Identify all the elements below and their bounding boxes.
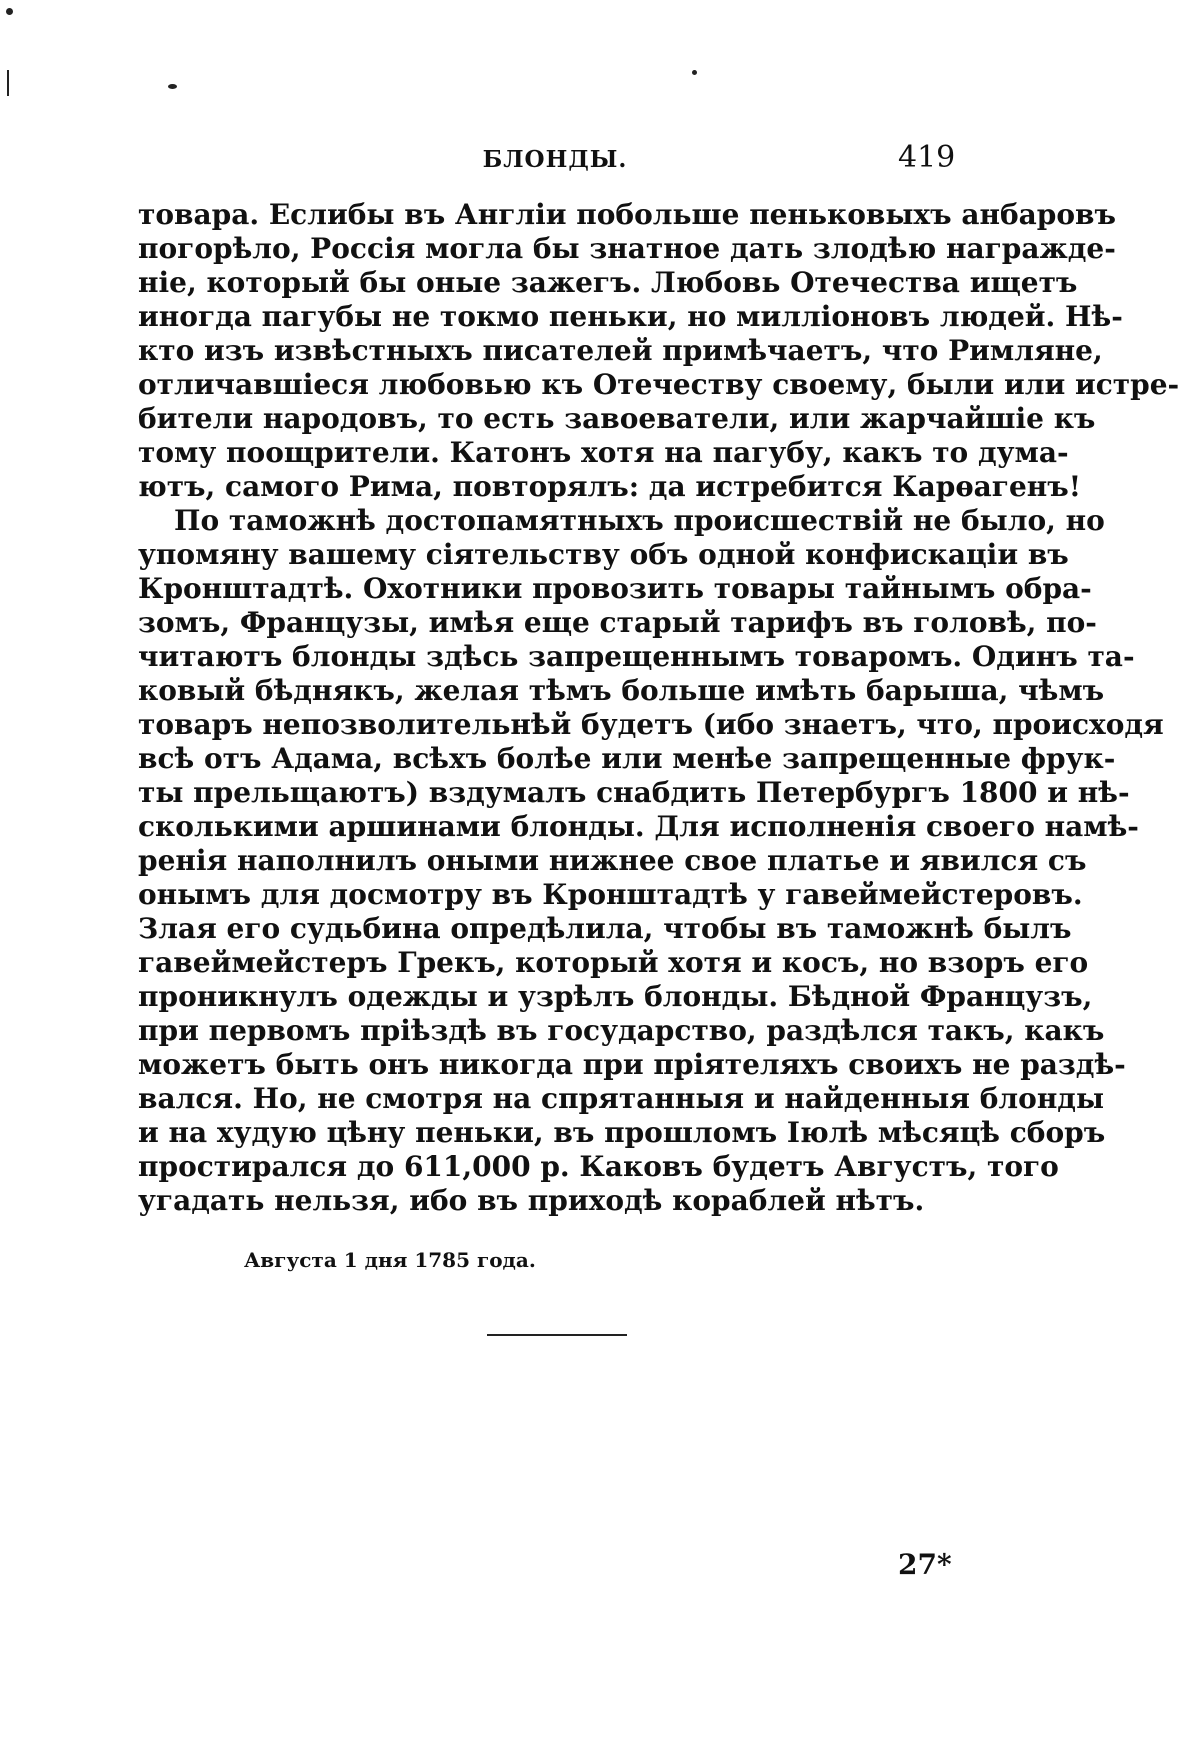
text-line: сколькими аршинами блонды. Для исполненія своего намѣ- xyxy=(138,810,1139,843)
text-line: ніе, который бы оные зажегъ. Любовь Отечества ищетъ xyxy=(138,266,1078,299)
signature-mark: 27* xyxy=(898,1548,952,1581)
text-line: гавеймейстеръ Грекъ, который хотя и косъ, но взоръ его xyxy=(138,946,1089,979)
text-line: угадать нельзя, ибо въ приходѣ кораблей нѣтъ. xyxy=(138,1184,925,1217)
text-line: тому поощрители. Катонъ хотя на пагубу, какъ то дума- xyxy=(138,436,1069,469)
text-line: онымъ для досмотру въ Кронштадтѣ у гавеймейстеровъ. xyxy=(138,878,1083,911)
scan-mark xyxy=(7,70,9,96)
text-line: Злая его судьбина опредѣлила, чтобы въ таможнѣ былъ xyxy=(138,912,1072,945)
section-divider xyxy=(487,1334,627,1336)
text-line: ковый бѣднякъ, желая тѣмъ больше имѣть барыша, чѣмъ xyxy=(138,674,1105,707)
text-line: проникнулъ одежды и узрѣлъ блонды. Бѣдной Французъ, xyxy=(138,980,1093,1013)
text-line: зомъ, Французы, имѣя еще старый тарифъ въ головѣ, по- xyxy=(138,606,1097,639)
text-line: товаръ непозволительнѣй будетъ (ибо знаетъ, что, происходя xyxy=(138,708,1164,741)
text-line: отличавшіеся любовью къ Отечеству своему, были или истре- xyxy=(138,368,1179,401)
text-line: и на худую цѣну пеньки, въ прошломъ Іюлѣ мѣсяцѣ сборъ xyxy=(138,1116,1106,1149)
scan-speck xyxy=(6,8,13,15)
text-line: Кронштадтѣ. Охотники провозить товары тайнымъ обра- xyxy=(138,572,1092,605)
text-line: ютъ, самого Рима, повторялъ: да истребится Карѳагенъ! xyxy=(138,470,1082,503)
text-line: иногда пагубы не токмо пеньки, но милліоновъ людей. Нѣ- xyxy=(138,300,1123,333)
text-line: вался. Но, не смотря на спрятанныя и найденныя блонды xyxy=(138,1082,1105,1115)
date-line: Августа 1 дня 1785 года. xyxy=(244,1248,536,1272)
text-line: можетъ быть онъ никогда при пріятеляхъ своихъ не раздѣ- xyxy=(138,1048,1126,1081)
text-line: товара. Еслибы въ Англіи побольше пеньковыхъ анбаровъ xyxy=(138,198,1116,231)
text-line: бители народовъ, то есть завоеватели, или жарчайшіе къ xyxy=(138,402,1096,435)
text-line: По таможнѣ достопамятныхъ происшествій не было, но xyxy=(174,504,1105,537)
text-line: при первомъ пріѣздѣ въ государство, раздѣлся такъ, какъ xyxy=(138,1014,1105,1047)
text-line: всѣ отъ Адама, всѣхъ болѣе или менѣе запрещенные фрук- xyxy=(138,742,1116,775)
text-line: кто изъ извѣстныхъ писателей примѣчаетъ, что Римляне, xyxy=(138,334,1103,367)
text-line: погорѣло, Россія могла бы знатное дать злодѣю награжде- xyxy=(138,232,1116,265)
text-line: ты прельщаютъ) вздумалъ снабдить Петербургъ 1800 и нѣ- xyxy=(138,776,1130,809)
page-number: 419 xyxy=(898,140,956,175)
text-line: простирался до 611,000 р. Каковъ будетъ Августъ, того xyxy=(138,1150,1059,1183)
text-line: читаютъ блонды здѣсь запрещеннымъ товаромъ. Одинъ та- xyxy=(138,640,1135,673)
scan-speck xyxy=(692,70,697,75)
scan-speck xyxy=(168,84,177,89)
running-header-title: БЛОНДЫ. xyxy=(482,146,628,173)
text-line: упомяну вашему сіятельству объ одной конфискаціи въ xyxy=(138,538,1069,571)
body-text xyxy=(138,198,1179,1218)
text-line: ренія наполнилъ оными нижнее свое платье и явился съ xyxy=(138,844,1087,877)
